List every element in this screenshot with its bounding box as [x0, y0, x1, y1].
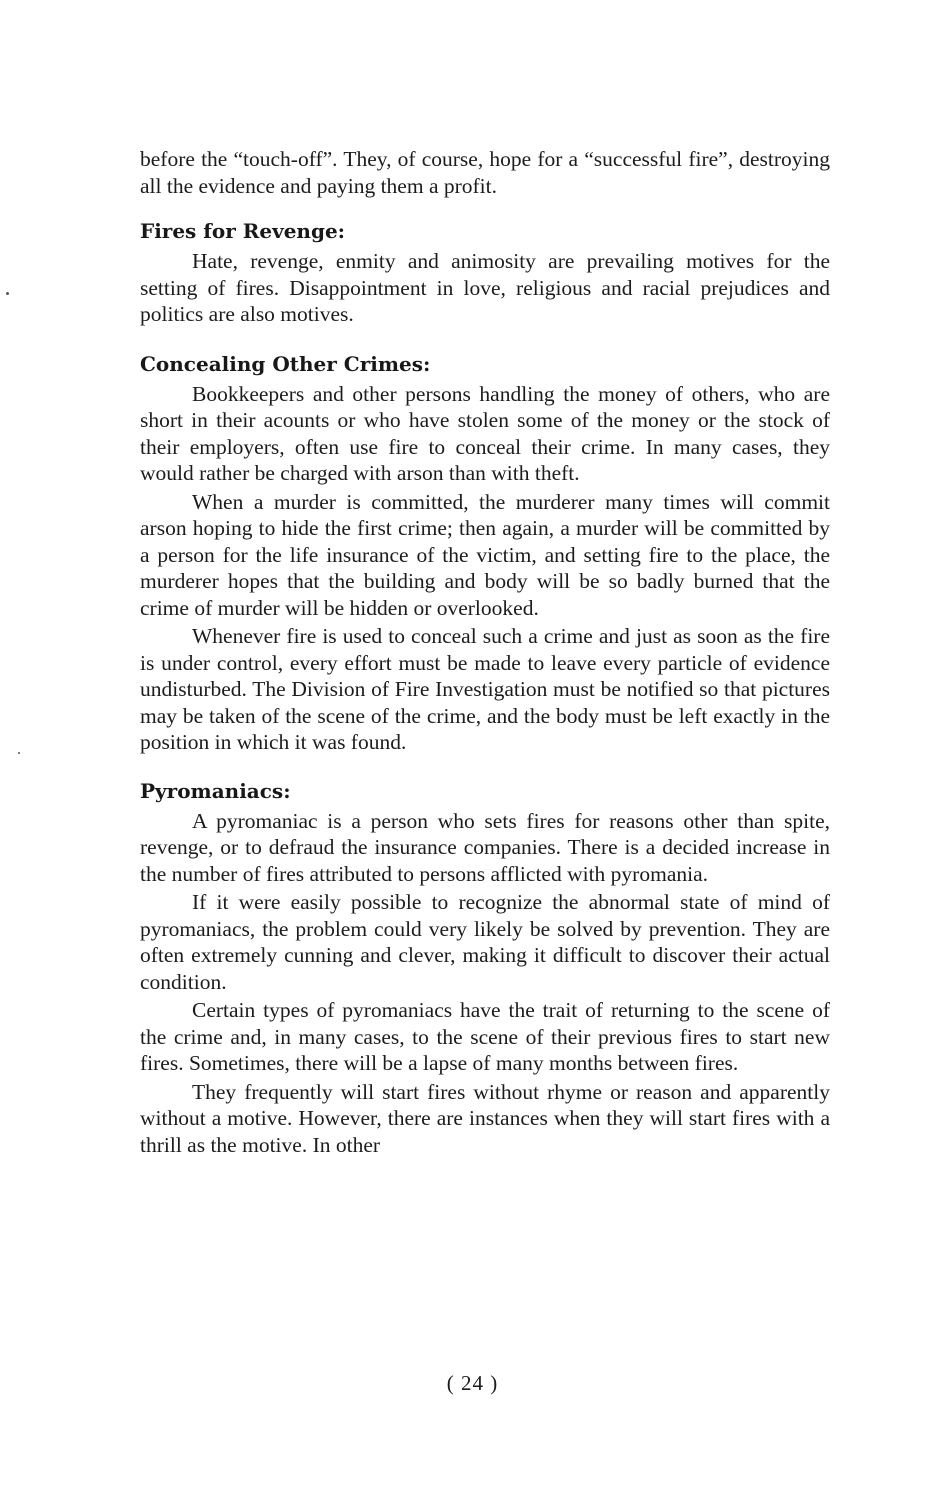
paragraph-concealing-2: When a murder is committed, the murderer many times will commit arson hoping to hide the first crime; then again, a murder will be committed by a person for the life insurance of the victim, and setting fire to the place, the murderer hopes that the building and body will be so badly burned that the crime of murder will be hidden or overlooked.	[140, 489, 830, 620]
paragraph-pyromaniacs-3: Certain types of pyromaniacs have the trait of returning to the scene of the crime and, in many cases, to the scene of their previous fires to start new fires. Sometimes, there will be a lapse of many months between fires.	[140, 998, 830, 1075]
paragraph-concealing-1: Bookkeepers and other persons handling the money of others, who are short in their acounts or who have stolen some of the money or the stock of their employers, often use fire to conceal their crime. In many cases, they would rather be charged with arson than with theft.	[140, 381, 830, 485]
page-number: ( 24 )	[446, 1371, 499, 1395]
section-heading-pyromaniacs: Pyromaniacs:	[140, 778, 291, 803]
continued-paragraph: before the “touch-off”. They, of course, hope for a “successful fire”, destroying all the evidence and paying them a profit.	[140, 147, 830, 198]
paragraph-pyromaniacs-4: They frequently will start fires without rhyme or reason and apparently without a motive. However, there are instances when they will start fires with a thrill as the motive. In other	[140, 1079, 830, 1157]
section-heading-revenge: Fires for Revenge:	[140, 219, 346, 243]
paragraph-concealing-3: Whenever fire is used to conceal such a crime and just as soon as the fire is under control, every effort must be made to leave every particle of evidence undisturbed. The Division of Fire Investigation must be notified so that pictures may be taken of the scene of the crime, and the body must be left exactly in the position in which it was found.	[140, 624, 830, 754]
paragraph-pyromaniacs-2: If it were easily possible to recognize the abnormal state of mind of pyromaniacs, the problem could very likely be solved by prevention. They are often extremely cunning and clever, making it difficult to discover their actual condition.	[140, 890, 830, 994]
section-heading-concealing: Concealing Other Crimes:	[140, 351, 431, 376]
scan-speck	[18, 752, 20, 754]
paragraph-pyromaniacs-1: A pyromaniac is a person who sets fires for reasons other than spite, revenge, or to defraud the insurance companies. There is a decided increase in the number of fires attributed to persons afflicted with pyromania.	[140, 808, 830, 886]
scan-speck	[6, 292, 9, 295]
paragraph-revenge-1: Hate, revenge, enmity and animosity are prevailing motives for the setting of fires. Disappointment in love, religious and racial prejudices and politics are also motives.	[140, 249, 830, 326]
text-column	[140, 146, 830, 1158]
